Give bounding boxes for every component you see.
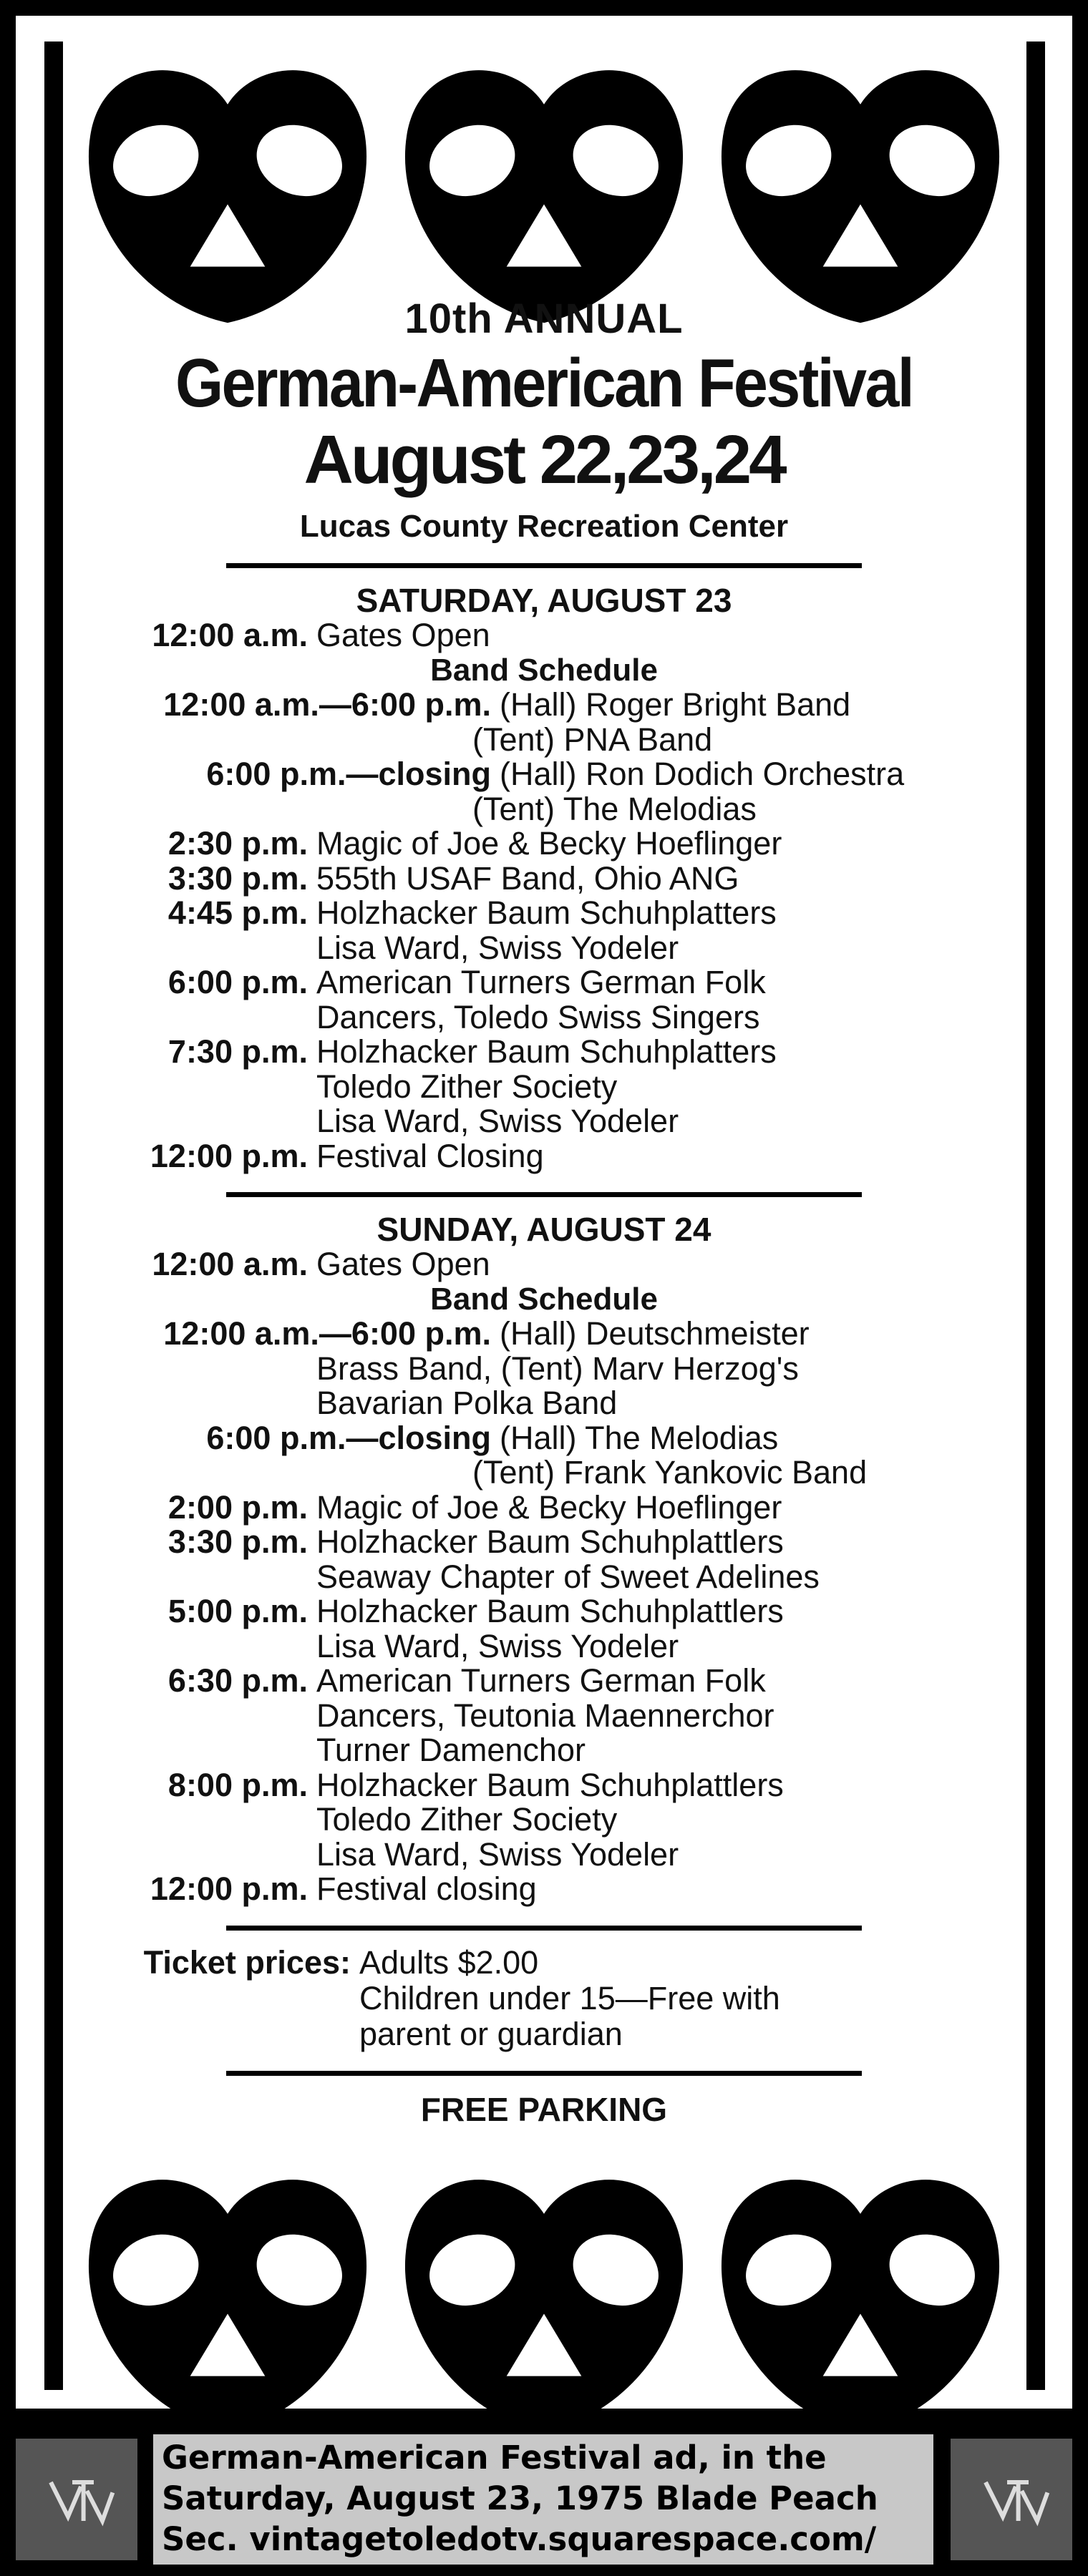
- event-time: 12:00 a.m.—6:00 p.m.: [163, 1315, 491, 1352]
- event-text: (Hall) Ron Dodich Orchestra: [500, 756, 905, 792]
- event-text: (Tent) PNA Band: [472, 721, 713, 758]
- event-text: Toledo Zither Society: [316, 1801, 618, 1838]
- event-text: Holzhacker Baum Schuhplattlers: [316, 1523, 784, 1560]
- pretzel-icon: [388, 2144, 700, 2459]
- event-time: 6:00 p.m.—closing: [206, 756, 491, 792]
- event-text: (Hall) The Melodias: [500, 1419, 779, 1456]
- event-text: Lisa Ward, Swiss Yodeler: [316, 1835, 679, 1873]
- event-time: 12:00 a.m.: [152, 1246, 308, 1282]
- vttv-logo-icon: [16, 2439, 137, 2560]
- list-item: [122, 1139, 966, 1174]
- festival-title: German-American Festival: [175, 345, 913, 421]
- divider: [226, 563, 862, 568]
- list-item: [122, 1247, 966, 1282]
- event-time: 12:00 p.m.: [150, 1137, 308, 1174]
- list-item: [122, 1317, 966, 1352]
- list-item: [122, 618, 966, 653]
- vttv-logo-icon: [951, 2439, 1072, 2560]
- event-text: Holzhacker Baum Schuhplatters: [316, 1033, 777, 1070]
- event-text: Festival Closing: [316, 1137, 544, 1174]
- event-text: Lisa Ward, Swiss Yodeler: [316, 1627, 679, 1664]
- event-time: 3:30 p.m.: [167, 859, 308, 897]
- event-text: Magic of Joe & Becky Hoeflinger: [316, 825, 782, 862]
- event-time: 6:30 p.m.: [167, 1662, 308, 1699]
- caption-line: German-American Festival ad, in the: [162, 2439, 827, 2477]
- ticket-prices: [122, 1945, 966, 2052]
- event-time: 3:30 p.m.: [167, 1523, 308, 1560]
- list-item: [122, 688, 966, 723]
- ticket-line: Adults $2.00: [359, 1943, 539, 1981]
- sunday-heading: SUNDAY, AUGUST 24: [377, 1211, 711, 1248]
- event-text: American Turners German Folk: [316, 964, 766, 1000]
- event-text: (Tent) Frank Yankovic Band: [472, 1454, 868, 1491]
- pretzel-icon: [704, 2144, 1016, 2459]
- event-text: Turner Damenchor: [316, 1732, 586, 1768]
- list-item: [122, 757, 966, 792]
- event-time: 2:30 p.m.: [167, 825, 308, 862]
- list-item: [122, 1525, 966, 1560]
- event-time: 6:00 p.m.: [167, 964, 308, 1000]
- event-text: 555th USAF Band, Ohio ANG: [316, 859, 739, 897]
- sunday-events: [122, 1488, 966, 1907]
- saturday-heading: SATURDAY, AUGUST 23: [356, 582, 732, 619]
- event-text: Lisa Ward, Swiss Yodeler: [316, 1103, 679, 1139]
- list-item: [122, 1664, 966, 1699]
- event-text: (Hall) Deutschmeister: [500, 1315, 810, 1352]
- venue: Lucas County Recreation Center: [299, 509, 789, 544]
- event-time: 4:45 p.m.: [167, 894, 308, 931]
- divider: [226, 2071, 862, 2076]
- event-text: Lisa Ward, Swiss Yodeler: [316, 929, 679, 966]
- list-item: [122, 1421, 966, 1456]
- list-item: [122, 1768, 966, 1803]
- list-item: [122, 896, 966, 931]
- event-text: Dancers, Toledo Swiss Singers: [316, 998, 760, 1035]
- event-text: Gates Open: [316, 617, 490, 653]
- event-text: Festival closing: [316, 1870, 537, 1907]
- left-border-bar: [44, 42, 63, 2390]
- band-schedule-heading: Band Schedule: [430, 652, 658, 688]
- list-item: [122, 859, 966, 897]
- event-text: Magic of Joe & Becky Hoeflinger: [316, 1488, 782, 1526]
- saturday-events: [122, 826, 966, 1174]
- event-text: Seaway Chapter of Sweet Adelines: [316, 1558, 820, 1595]
- event-time: 6:00 p.m.—closing: [206, 1419, 491, 1456]
- annual-heading: 10th ANNUAL: [404, 296, 684, 342]
- schedule-content: [122, 286, 966, 2129]
- ticket-line: parent or guardian: [359, 2015, 623, 2052]
- event-time: 2:00 p.m.: [167, 1488, 308, 1526]
- event-text: (Hall) Roger Bright Band: [500, 686, 851, 723]
- caption-line: Saturday, August 23, 1975 Blade Peach: [162, 2479, 878, 2517]
- caption-line: Sec. vintagetoledotv.squarespace.com/: [162, 2520, 877, 2558]
- festival-dates: August 22,23,24: [303, 421, 785, 498]
- right-border-bar: [1026, 42, 1045, 2390]
- list-item: [122, 826, 966, 862]
- event-text: Bavarian Polka Band: [316, 1385, 618, 1421]
- event-text: (Tent) The Melodias: [472, 790, 757, 827]
- event-text: Gates Open: [316, 1246, 490, 1282]
- ticket-line: Children under 15—Free with: [359, 1979, 780, 2016]
- event-text: Dancers, Teutonia Maennerchor: [316, 1697, 774, 1734]
- event-text: Holzhacker Baum Schuhplattlers: [316, 1593, 784, 1629]
- band-schedule-heading: Band Schedule: [430, 1281, 658, 1317]
- event-text: American Turners German Folk: [316, 1662, 766, 1699]
- pretzel-icon: [72, 2144, 384, 2459]
- event-text: Holzhacker Baum Schuhplattlers: [316, 1766, 784, 1803]
- image-caption: [153, 2434, 933, 2565]
- event-time: 12:00 p.m.: [150, 1870, 308, 1907]
- event-time: 8:00 p.m.: [167, 1766, 308, 1803]
- event-time: 5:00 p.m.: [167, 1593, 308, 1629]
- list-item: [122, 1488, 966, 1526]
- event-text: Brass Band, (Tent) Marv Herzog's: [316, 1350, 799, 1387]
- event-time: 12:00 a.m.: [152, 617, 308, 653]
- event-text: Holzhacker Baum Schuhplatters: [316, 894, 777, 931]
- event-time: 7:30 p.m.: [167, 1033, 308, 1070]
- event-time: 12:00 a.m.—6:00 p.m.: [163, 686, 491, 723]
- ticket-label: Ticket prices:: [143, 1943, 351, 1981]
- list-item: [122, 1872, 966, 1907]
- divider: [226, 1926, 862, 1931]
- ticket-lines: [359, 1945, 780, 2052]
- bottom-pretzel-row: [72, 2144, 1016, 2459]
- list-item: [122, 1035, 966, 1070]
- event-text: Toledo Zither Society: [316, 1068, 618, 1105]
- list-item: [122, 965, 966, 1000]
- list-item: [122, 1594, 966, 1629]
- divider: [226, 1192, 862, 1197]
- free-parking: FREE PARKING: [420, 2090, 668, 2128]
